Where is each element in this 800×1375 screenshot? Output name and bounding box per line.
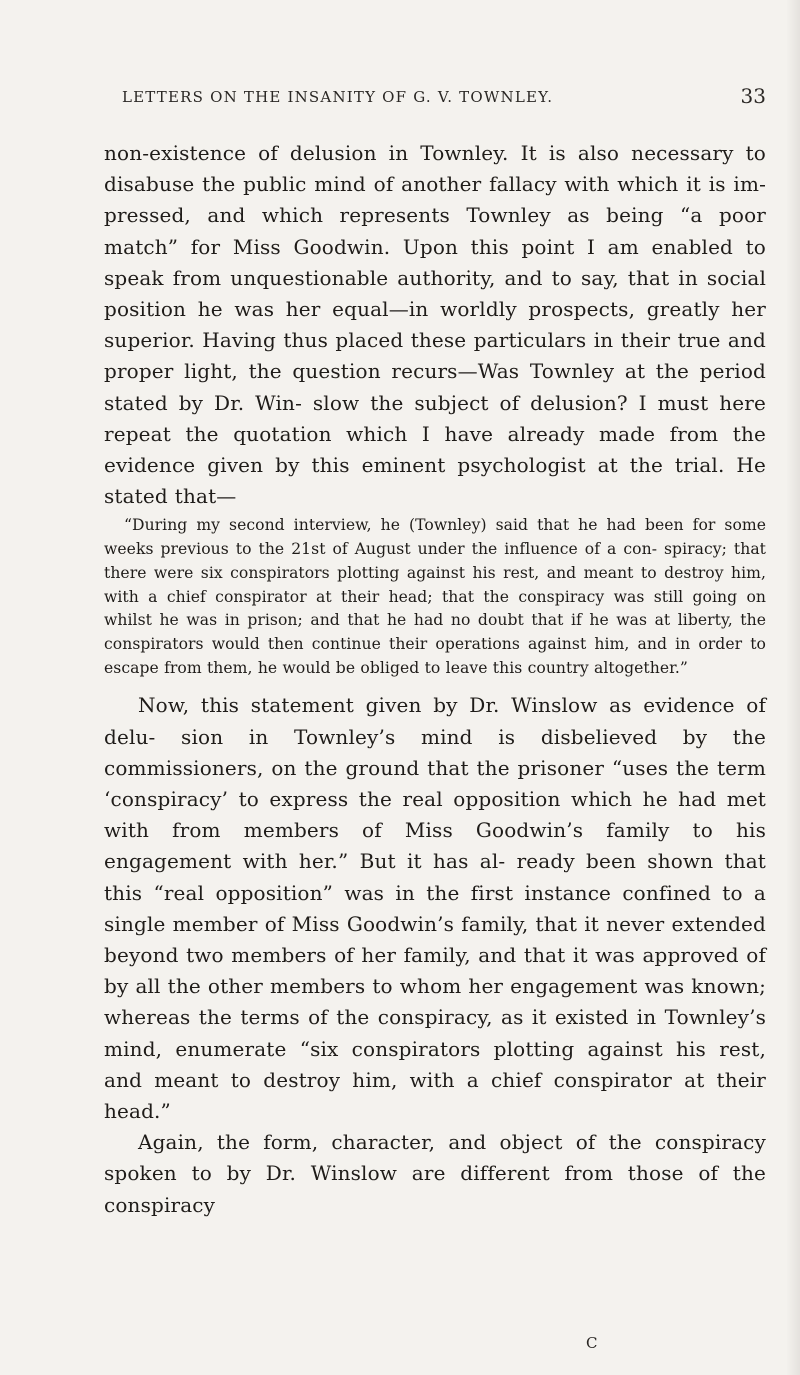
running-head: LETTERS ON THE INSANITY OF G. V. TOWNLEY. <box>122 88 554 106</box>
page-edge-shadow <box>786 0 800 1375</box>
block-quote: “During my second interview, he (Townley) said that he had been for some weeks previous to the 21st of August under the influence of a con- spiracy; that there were six conspirators plotting against his rest, and meant to destroy him, with a chief conspirator at their head; that the conspiracy was still going on whilst he was in prison; and that he had no doubt that if he was at liberty, the conspirators would then continue their operations against him, and in order to escape from them, he would be obliged to leave this country altogether.” <box>104 516 766 677</box>
page-number: 33 <box>740 84 766 108</box>
paragraph-commissioners: Now, this statement given by Dr. Winslow as evidence of delu- sion in Townley’s mind is disbelieved by the commissioners, on the ground that the prisoner “uses the term ‘conspiracy’ to express the real opposition which he had met with from members of Miss Goodwin’s family to his engagement with her.” But it has al- ready been shown that this “real opposition” was in the first instance confined to a single member of Miss Goodwin’s family, that it never extended beyond two members of her family, and that it was approved of by all the other members to whom her engagement was known; whereas the terms of the conspiracy, as it existed in Townley’s mind, enumerate “six conspirators plotting against his rest, and meant to destroy him, with a chief conspirator at their head.” <box>104 693 766 1123</box>
body-text <box>104 138 766 1221</box>
signature-mark: C <box>586 1334 598 1352</box>
page-header <box>118 86 766 116</box>
paragraph-again: Again, the form, character, and object of the conspiracy spoken to by Dr. Winslow are different from those of the conspiracy <box>104 1130 766 1217</box>
paragraph-opening: non-existence of delusion in Townley. It is also necessary to disabuse the public mind of another fallacy with which it is im- pressed, and which represents Townley as being “a poor match” for Miss Goodwin. Upon this point I am enabled to speak from unquestionable authority, and to say, that in social position he was her equal—in worldly prospects, greatly her superior. Having thus placed these particulars in their true and proper light, the question recurs—Was Townley at the period stated by Dr. Win- slow the subject of delusion? I must here repeat the quotation which I have already made from the evidence given by this eminent psychologist at the trial. He stated that— <box>104 141 766 509</box>
